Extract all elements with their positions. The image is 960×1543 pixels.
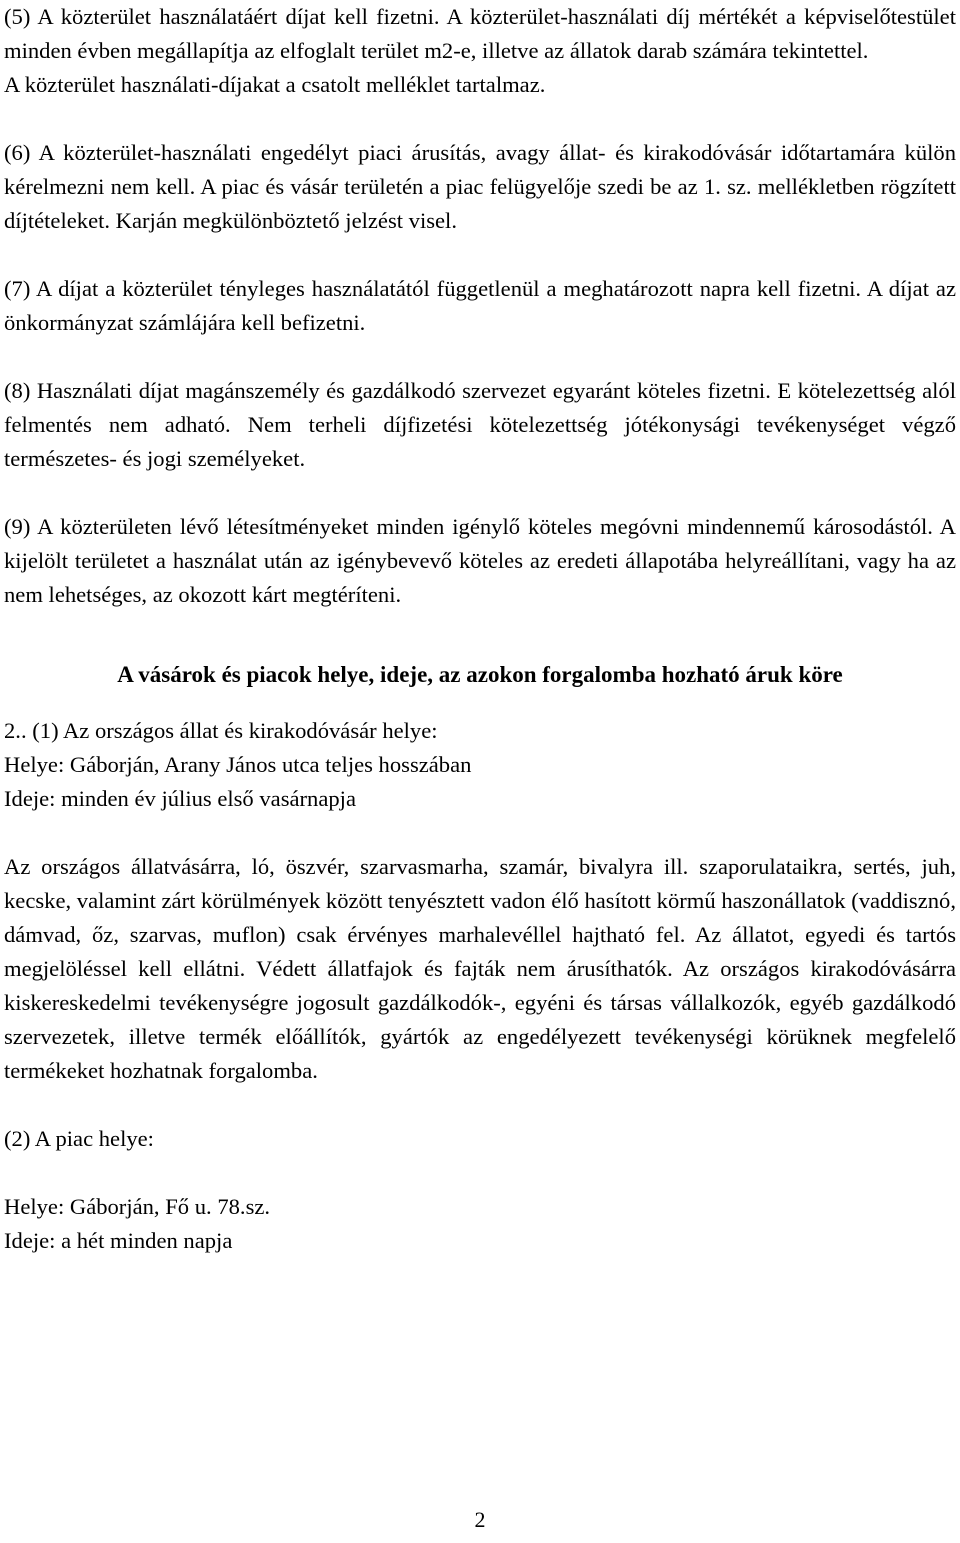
spacer xyxy=(4,476,956,510)
document-page xyxy=(4,0,956,1258)
fair-time: Ideje: minden év július első vasárnapja xyxy=(4,786,356,811)
spacer xyxy=(4,238,956,272)
spacer xyxy=(4,340,956,374)
paragraph-8: (8) Használati díjat magánszemély és gazdálkodó szervezet egyaránt köteles fizetni. E kötelezettség alól felmentés nem adható. Nem terheli díjfizetési kötelezettség jótékonysági tevékenységet végző természetes- és jogi személyeket. xyxy=(4,378,956,471)
spacer xyxy=(4,1156,956,1190)
spacer xyxy=(4,102,956,136)
paragraph-5-fees: A közterület használati-díjakat a csatolt melléklet tartalmaz. xyxy=(4,72,546,97)
market-time: Ideje: a hét minden napja xyxy=(4,1228,233,1253)
market-place: Helye: Gáborján, Fő u. 78.sz. xyxy=(4,1194,271,1219)
paragraph-7: (7) A díjat a közterület tényleges használatától függetlenül a meghatározott napra kell fizetni. A díjat az önkormányzat számlájára kell befizetni. xyxy=(4,276,956,335)
section-heading: A vásárok és piacok helye, ideje, az azokon forgalomba hozható áruk köre xyxy=(117,662,843,687)
fair-intro: 2.. (1) Az országos állat és kirakodóvásár helye: xyxy=(4,718,438,743)
spacer xyxy=(4,612,956,658)
fair-place: Helye: Gáborján, Arany János utca teljes hosszában xyxy=(4,752,472,777)
page-number: 2 xyxy=(474,1507,486,1532)
spacer xyxy=(4,1088,956,1122)
paragraph-5: (5) A közterület használatáért díjat kell fizetni. A közterület-használati díj mértékét a képviselőtestület minden évben megállapítja az elfoglalt terület m2-e, illetve az állatok darab számára tekintettel. xyxy=(4,4,956,63)
paragraph-6: (6) A közterület-használati engedélyt piaci árusítás, avagy állat- és kirakodóvásár időtartamára külön kérelmezni nem kell. A piac és vásár területén a piac felügyelője szedi be az 1. sz. mellékletben rögzített díjtételeket. Karján megkülönböztető jelzést visel. xyxy=(4,140,956,233)
spacer xyxy=(4,692,956,714)
market-title: (2) A piac helye: xyxy=(4,1126,154,1151)
fair-body: Az országos állatvásárra, ló, öszvér, szarvasmarha, szamár, bivalyra ill. szaporulataikra, sertés, juh, kecske, valamint zárt körülmények között tenyésztett vadon élő hasított körmű haszonállatok (vaddisznó, dámvad, őz, szarvas, muflon) csak érvényes marhalevéllel hajtható fel. Az állatot, egyedi és tartós megjelöléssel kell ellátni. Védett állatfajok és fajták nem árusíthatók. Az országos kirakodóvásárra kiskereskedelmi tevékenységre jogosult gazdálkodók-, egyéni és társas vállalkozók, egyéb gazdálkodó szervezetek, illetve termék előállítók, gyártók az engedélyezett tevékenységi körüknek megfelelő termékeket hozhatnak forgalomba. xyxy=(4,854,956,1083)
paragraph-9: (9) A közterületen lévő létesítményeket minden igénylő köteles megóvni mindennemű károsodástól. A kijelölt területet a használat után az igénybevevő köteles az eredeti állapotába helyreállítani, vagy ha az nem lehetséges, az okozott kárt megtéríteni. xyxy=(4,514,956,607)
spacer xyxy=(4,816,956,850)
